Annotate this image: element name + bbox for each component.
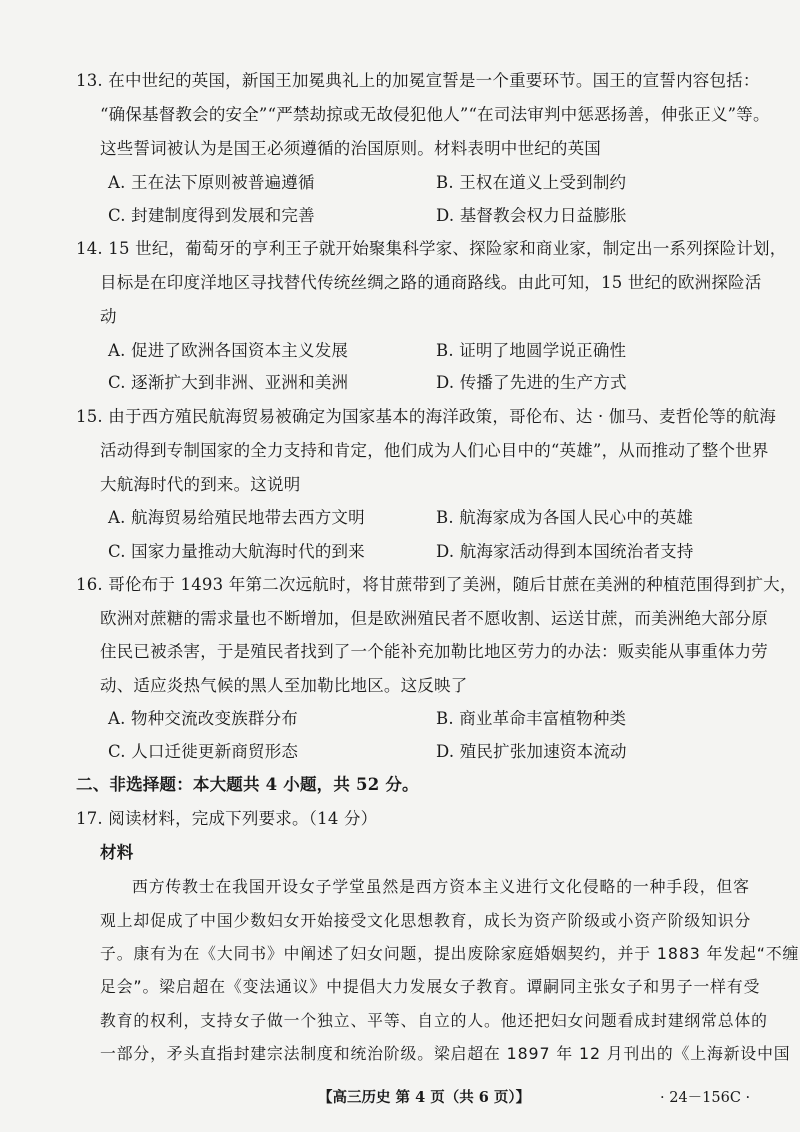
question-14-option-b: B. 证明了地圆学说正确性	[436, 341, 627, 360]
question-13-option-d: D. 基督教会权力日益膨胀	[436, 206, 627, 225]
material-line-2: 观上却促成了中国少数妇女开始接受文化思想教育，成长为资产阶级或小资产阶级知识分	[100, 911, 752, 930]
question-14-option-d: D. 传播了先进的生产方式	[436, 373, 627, 392]
page-footer-code: · 24－156C ·	[660, 1090, 751, 1106]
question-15-option-d: D. 航海家活动得到本国统治者支持	[436, 542, 694, 561]
question-17-stem: 17. 阅读材料，完成下列要求。（14 分）	[76, 809, 378, 828]
question-16-option-d: D. 殖民扩张加速资本流动	[436, 742, 627, 761]
question-15-option-c: C. 国家力量推动大航海时代的到来	[108, 542, 365, 561]
question-13-line-3: 这些誓词被认为是国王必须遵循的治国原则。材料表明中世纪的英国	[100, 139, 601, 158]
material-title: 材料	[100, 843, 134, 862]
question-13-option-a: A. 王在法下原则被普遍遵循	[108, 173, 315, 192]
question-16-line-3: 住民已被杀害，于是殖民者找到了一个能补充加勒比地区劳力的办法：贩卖能从事重体力劳	[100, 642, 768, 661]
material-line-4: 足会”。梁启超在《变法通议》中提倡大力发展女子教育。谭嗣同主张女子和男子一样有受	[100, 977, 761, 996]
question-15-line-1: 15. 由于西方殖民航海贸易被确定为国家基本的海洋政策，哥伦布、达 · 伽马、麦哲伦等的航海	[76, 407, 776, 426]
question-14-option-c: C. 逐渐扩大到非洲、亚洲和美洲	[108, 373, 349, 392]
question-14-line-2: 目标是在印度洋地区寻找替代传统丝绸之路的通商路线。由此可知，15 世纪的欧洲探险活	[100, 273, 762, 292]
question-14-line-3: 动	[100, 307, 117, 326]
section-heading: 二、非选择题：本大题共 4 小题，共 52 分。	[76, 775, 419, 794]
question-16-option-a: A. 物种交流改变族群分布	[108, 709, 299, 728]
question-14-option-a: A. 促进了欧洲各国资本主义发展	[108, 341, 349, 360]
question-16-line-2: 欧洲对蔗糖的需求量也不断增加，但是欧洲殖民者不愿收割、运送甘蔗，而美洲绝大部分原	[100, 609, 768, 628]
question-15-option-b: B. 航海家成为各国人民心中的英雄	[436, 508, 694, 527]
question-14-line-1: 14. 15 世纪，葡萄牙的亨利王子就开始聚集科学家、探险家和商业家，制定出一系列探险计划，	[76, 239, 787, 258]
question-16-line-1: 16. 哥伦布于 1493 年第二次远航时，将甘蔗带到了美洲，随后甘蔗在美洲的种植范围得到扩大，	[76, 575, 797, 594]
question-15-option-a: A. 航海贸易给殖民地带去西方文明	[108, 508, 365, 527]
material-line-1: 西方传教士在我国开设女子学堂虽然是西方资本主义进行文化侵略的一种手段，但客	[132, 877, 750, 896]
page-footer-info: 【高三历史 第 4 页（共 6 页）】	[318, 1089, 531, 1106]
material-line-5: 教育的权利，支持女子做一个独立、平等、自立的人。他还把妇女问题看成封建纲常总体的	[100, 1011, 768, 1030]
material-line-6: 一部分，矛头直指封建宗法制度和统治阶级。梁启超在 1897 年 12 月刊出的《上海新设中国	[100, 1044, 791, 1063]
question-16-line-4: 动、适应炎热气候的黑人至加勒比地区。这反映了	[100, 676, 468, 695]
question-13-line-2: “确保基督教会的安全”“严禁劫掠或无故侵犯他人”“在司法审判中惩恶扬善，伸张正义”等。	[100, 105, 770, 124]
question-13-option-b: B. 王权在道义上受到制约	[436, 173, 627, 192]
question-13-line-1: 13. 在中世纪的英国，新国王加冕典礼上的加冕宣誓是一个重要环节。国王的宣誓内容包括：	[76, 71, 760, 90]
material-line-3: 子。康有为在《大同书》中阐述了妇女问题，提出废除家庭婚姻契约，并于 1883 年发起“不缠	[100, 944, 800, 963]
question-13-option-c: C. 封建制度得到发展和完善	[108, 206, 315, 225]
question-16-option-c: C. 人口迁徙更新商贸形态	[108, 742, 299, 761]
question-16-option-b: B. 商业革命丰富植物种类	[436, 709, 627, 728]
question-15-line-2: 活动得到专制国家的全力支持和肯定，他们成为人们心目中的“英雄”，从而推动了整个世界	[100, 441, 769, 460]
question-15-line-3: 大航海时代的到来。这说明	[100, 475, 301, 494]
